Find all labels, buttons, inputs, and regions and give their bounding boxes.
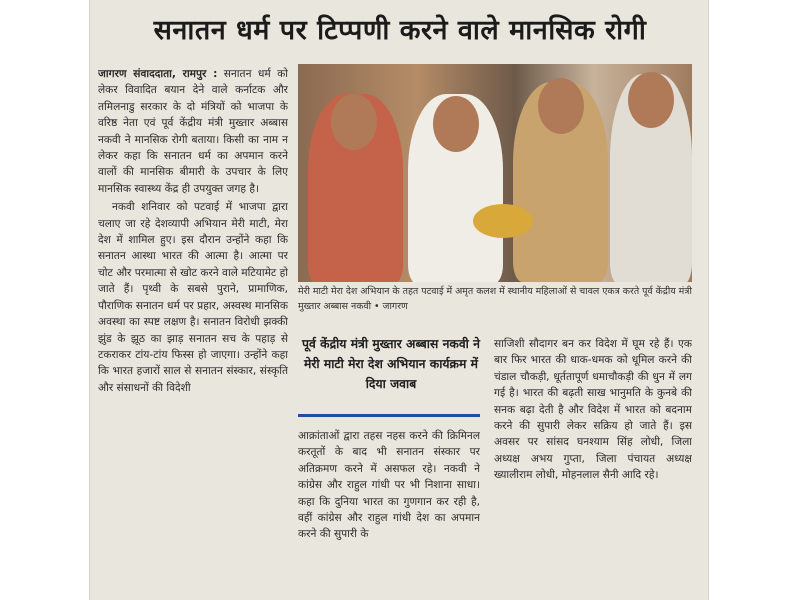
headline: सनातन धर्म पर टिप्पणी करने वाले मानसिक रोगी: [153, 15, 647, 46]
news-photo: [298, 64, 692, 282]
person-head: [538, 78, 584, 134]
paragraph: [98, 66, 288, 197]
person-head: [433, 96, 479, 152]
photo-caption: मेरी माटी मेरा देश अभियान के तहत पटवाई में अमृत कलश में स्थानीय महिलाओं से चावल एकत्र करते पूर्व केंद्रीय मंत्री मुख्तार अब्बास नकवी • जागरण: [298, 286, 692, 312]
paragraph: साजिशी सौदागर बन कर विदेश में घूम रहे हैं। एक बार फिर भारत की धाक-धमक को धूमिल करने की चंडाल चौकड़ी, धूर्ततापूर्ण धमाचौकड़ी की धुन में लग गई है। भारत की बढ़ती साख भानुमति के कुनबे की सनक बढ़ा देती है और विदेश में भारत को बदनाम करने की सुपारी लेकर सक्रिय हो जाते हैं। इस अवसर पर सांसद घनश्याम सिंह लोधी, जिला अध्यक्ष अभय गुप्ता, जिला पंचायत अध्यक्ष ख्यालीराम लोधी, मोहनलाल सैनी आदि रहे।: [494, 338, 692, 482]
person-head: [331, 94, 377, 150]
right-column: [494, 336, 692, 598]
middle-column: [298, 428, 480, 598]
byline: जागरण संवाददाता, रामपुर :: [98, 68, 218, 80]
left-column: [98, 66, 288, 594]
paragraph-text: सनातन धर्म को लेकर विवादित बयान देने वाले कर्नाटक और तमिलनाडु सरकार के दो मंत्रियों को भाजपा के वरिष्ठ नेता एवं पूर्व केंद्रीय मंत्री मुख्तार अब्बास नकवी ने मानसिक रोगी बताया। किसी का नाम न लेकर कहा कि सनातन धर्म का अपमान करने वालों की मानसिक बीमारी के उपचार के लिए मानसिक स्वास्थ्य केंद्र ही उपयुक्त जगह है।: [98, 68, 288, 195]
subheadline-rule: [298, 414, 480, 417]
subheadline: पूर्व केंद्रीय मंत्री मुख्तार अब्बास नकवी ने मेरी माटी मेरा देश अभियान कार्यक्रम में दिया जवाब: [302, 337, 480, 391]
paragraph: नकवी शनिवार को पटवाई में भाजपा द्वारा चलाए जा रहे देशव्यापी अभियान मेरी माटी, मेरा देश में शामिल हुए। इस दौरान उन्होंने कहा कि सनातन आस्था भारत की आत्मा है। आत्मा पर चोट और परमात्मा से खोट करने वाले मटियामेट हो जाते हैं। पृथ्वी के सबसे पुराने, प्रामाणिक, पौराणिक सनातन धर्म पर प्रहार, अस्वस्थ मानसिक अवस्था का स्पष्ट लक्षण है। सनातन विरोधी झक्की झुंड के झूठ का झाड़ सनातन सच के पहाड़ से टकराकर टांय-टांय फिस्स हो जाएगा। उन्होंने कहा कि भारत हजारों साल से सनातन संस्कार, संस्कृति और संसाधनों की विदेशी: [98, 201, 288, 394]
paragraph: आक्रांताओं द्वारा तहस नहस करने की क्रिमिनल करतूतों के बाद भी सनातन संस्कार पर अतिक्रमण करने में असफल रहे। नकवी ने कांग्रेस और राहुल गांधी पर भी निशाना साधा। कहा कि दुनिया भारत का गुणगान कर रही है, वहीं कांग्रेस और राहुल गांधी देश का अपमान करने की सुपारी के: [298, 430, 480, 541]
kalash-pot: [473, 204, 533, 238]
newspaper-clipping: [90, 0, 708, 600]
person-head: [628, 72, 674, 128]
